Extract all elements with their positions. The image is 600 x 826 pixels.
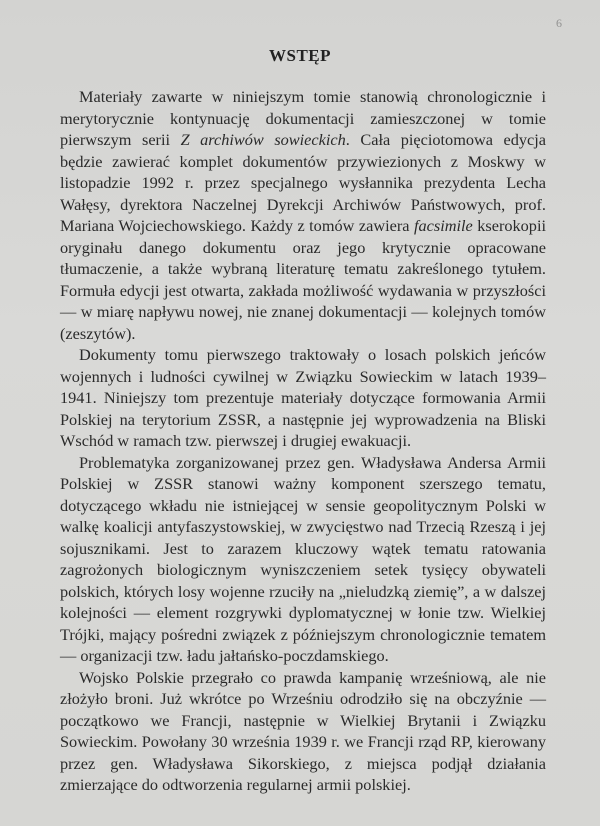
paragraph-3 bbox=[60, 452, 546, 667]
paragraph-1 bbox=[60, 86, 546, 344]
paragraph-2 bbox=[60, 344, 546, 452]
facsimile-italic: facsimile bbox=[413, 216, 473, 235]
text-segment: . Cała pięciotomowa edycja będzie zawierać komplet dokumentów przywiezionych z Moskwy w listopadzie 1992 r. przez specjalnego wysłannika prezydenta Lecha Wałęsy, dyrektora Naczelnej Dyrekcji Archiwów Państwowych, prof. Mariana Wojciechowskiego. Każdy z tomów zawiera bbox=[60, 130, 547, 235]
page-number: 6 bbox=[556, 16, 562, 30]
text-segment: kserokopii oryginału danego dokumentu oraz jego krytycznie opracowane tłumaczenie, a także wybraną literaturę tematu zakreślonego tytułem. Formuła edycji jest otwarta, zakłada możliwość wydawania w przyszłości — w miarę napływu nowej, nie znanej dokumentacji — kolejnych tomów (zeszytów). bbox=[60, 216, 546, 343]
text-segment: Problematyka zorganizowanej przez gen. Władysława Andersa Armii Polskiej w ZSSR stanowi ważny komponent szerszego tematu, dotyczącego wkładu nie istniejącej w sensie geopolitycznym Polski w walkę koalicji antyfaszystowskiej, w zwycięstwo nad Trzecią Rzeszą i jej sojusznikami. Jest to zarazem kluczowy wątek tematu ratowania zagrożonych biologicznym wyniszczeniem setek tysięcy obywateli polskich, których losy wojenne rzuciły na „nieludzką ziemię”, a w dalszej kolejności — element rozgrywki dyplomatycznej w łonie tzw. Wielkiej Trójki, mający pośredni związek z późniejszym chronologicznie tematem — organizacji tzw. ładu jałtańsko-poczdamskiego. bbox=[60, 452, 546, 665]
series-title-italic: Z archiwów sowieckich bbox=[180, 130, 346, 149]
page-title: WSTĘP bbox=[268, 46, 332, 65]
text-segment: Dokumenty tomu pierwszego traktowały o losach polskich jeńców wojennych i ludności cywilnej w Związku Sowieckim w latach 1939–1941. Niniejszy tom prezentuje materiały dotyczące formowania Armii Polskiej na terytorium ZSSR, a następnie jej wyprowadzenia na Bliski Wschód w ramach tzw. pierwszej i drugiej ewakuacji. bbox=[60, 345, 546, 450]
paragraph-4 bbox=[60, 667, 546, 796]
body-text bbox=[60, 86, 546, 796]
text-segment: Materiały zawarte w niniejszym tomie stanowią chronologicznie i merytorycznie kontynuację dokumentacji zamieszczonej w tomie pierwszym serii bbox=[60, 87, 546, 149]
text-segment: Wojsko Polskie przegrało co prawda kampanię wrześniową, ale nie złożyło broni. Już wkrótce po Wrześniu odrodziło się na obczyźnie — początkowo we Francji, następnie w Wielkiej Brytanii i Związku Sowieckim. Powołany 30 września 1939 r. we Francji rząd RP, kierowany przez gen. Władysława Sikorskiego, z miejsca podjął działania zmierzające do odtworzenia regularnej armii polskiej. bbox=[60, 667, 546, 794]
